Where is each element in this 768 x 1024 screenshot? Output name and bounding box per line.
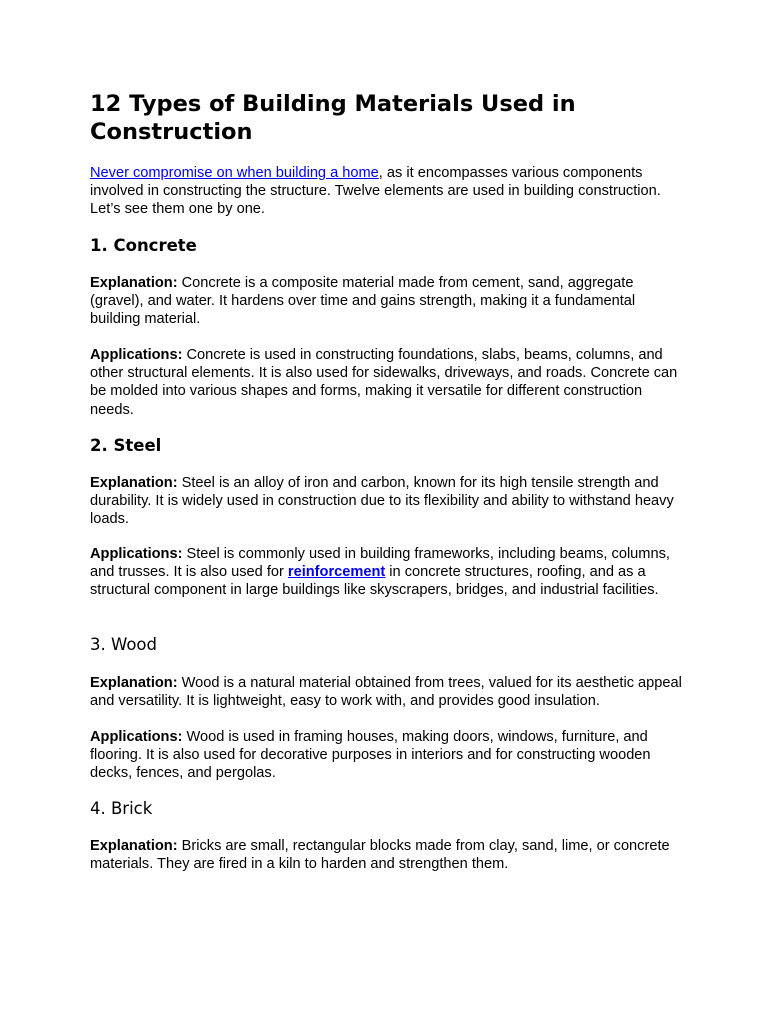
concrete-applications-text: Concrete is used in constructing foundations, slabs, beams, columns, and other structural elements. It is also used for sidewalks, driveways, and roads. Concrete can be molded into various shapes and forms, making it versatile for different construction needs. xyxy=(90,347,678,418)
wood-applications xyxy=(90,728,686,783)
explanation-label: Explanation: xyxy=(90,675,178,691)
wood-explanation-text: Wood is a natural material obtained from trees, valued for its aesthetic appeal and versatility. It is lightweight, easy to work with, and provides good insulation. xyxy=(90,675,682,710)
brick-explanation xyxy=(90,837,686,873)
intro-paragraph xyxy=(90,164,686,219)
page-title: 12 Types of Building Materials Used in Construction xyxy=(90,91,576,145)
brick-explanation-text: Bricks are small, rectangular blocks made from clay, sand, lime, or concrete materials. They are fired in a kiln to harden and strengthen them. xyxy=(90,838,670,873)
applications-label: Applications: xyxy=(90,729,183,745)
concrete-explanation-text: Concrete is a composite material made from cement, sand, aggregate (gravel), and water. It hardens over time and gains strength, making it a fundamental building material. xyxy=(90,275,636,328)
intro-link[interactable]: Never compromise on when building a home xyxy=(90,165,379,181)
explanation-label: Explanation: xyxy=(90,838,178,854)
concrete-applications xyxy=(90,346,686,419)
intro-text: , as it encompasses various components involved in constructing the structure. Twelve elements are used in building construction. Let’s see them one by one. xyxy=(90,165,661,218)
wood-explanation xyxy=(90,674,686,710)
section-heading-concrete: 1. Concrete xyxy=(90,236,197,255)
applications-label: Applications: xyxy=(90,347,183,363)
section-heading-wood: 3. Wood xyxy=(90,635,157,654)
steel-explanation-text: Steel is an alloy of iron and carbon, known for its high tensile strength and durability. It is widely used in construction due to its flexibility and ability to withstand heavy loads. xyxy=(90,475,674,528)
explanation-label: Explanation: xyxy=(90,475,178,491)
steel-applications xyxy=(90,545,686,600)
steel-applications-text-after: in concrete structures, roofing, and as a structural component in large buildings like skyscrapers, bridges, and industrial facilities. xyxy=(90,564,659,599)
reinforcement-link[interactable]: reinforcement xyxy=(287,564,386,581)
section-heading-brick: 4. Brick xyxy=(90,799,153,818)
section-heading-steel: 2. Steel xyxy=(90,436,162,455)
applications-label: Applications: xyxy=(90,546,183,562)
steel-applications-text-before: Steel is commonly used in building frameworks, including beams, columns, and trusses. It is also used for xyxy=(90,546,670,581)
steel-explanation xyxy=(90,474,686,529)
wood-applications-text: Wood is used in framing houses, making doors, windows, furniture, and flooring. It is also used for decorative purposes in interiors and for constructing wooden decks, fences, and pergolas. xyxy=(90,729,651,782)
explanation-label: Explanation: xyxy=(90,275,178,291)
concrete-explanation xyxy=(90,274,686,329)
